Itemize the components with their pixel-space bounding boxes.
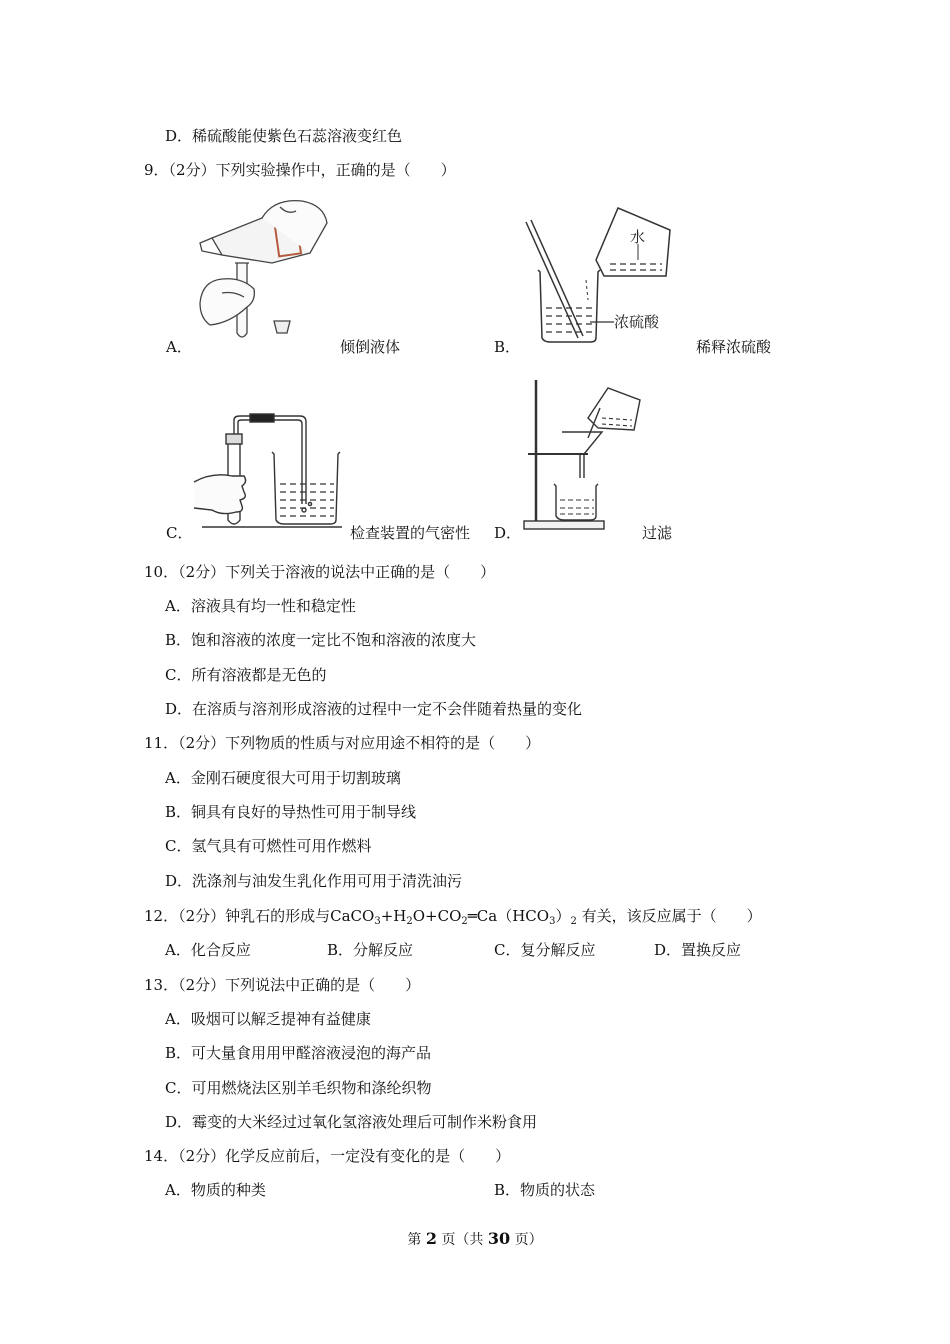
q9-option-c-caption: 检查装置的气密性	[350, 524, 471, 542]
q11-stem: 11．（2分）下列物质的性质与对应用途不相符的是（ ）	[144, 734, 541, 752]
q10-stem: 10．（2分）下列关于溶液的说法中正确的是（ ）	[144, 563, 496, 581]
q10-option-c: C．所有溶液都是无色的	[165, 666, 327, 684]
page-number: 2	[425, 1229, 437, 1248]
q8-option-d: D．稀硫酸能使紫色石蕊溶液变红色	[165, 127, 403, 145]
q13-stem: 13．（2分）下列说法中正确的是（ ）	[144, 976, 421, 994]
q9-option-d-caption: 过滤	[642, 524, 673, 542]
q9-option-d-letter: D．	[494, 524, 522, 542]
q12-option-b: B．分解反应	[327, 941, 414, 959]
page-footer: 第 2 页（共 30 页）	[407, 1229, 543, 1248]
q13-option-b: B．可大量食用用甲醛溶液浸泡的海产品	[165, 1044, 432, 1062]
q9-option-b-letter: B．	[494, 338, 521, 356]
fig-b-water-label: 水	[630, 228, 646, 246]
figure-airtightness-check	[192, 412, 352, 532]
figure-diluting-acid	[518, 200, 683, 350]
q14-option-a: A．物质的种类	[165, 1181, 266, 1199]
q10-option-a: A．溶液具有均一性和稳定性	[165, 597, 356, 615]
q10-option-b: B．饱和溶液的浓度一定比不饱和溶液的浓度大	[165, 631, 477, 649]
q10-option-d: D．在溶质与溶剂形成溶液的过程中一定不会伴随着热量的变化	[165, 700, 583, 718]
figure-pouring-liquid	[192, 193, 332, 343]
q12-option-a: A．化合反应	[165, 941, 251, 959]
q14-option-b: B．物质的状态	[494, 1181, 596, 1199]
q12-stem: 12．（2分）钟乳石的形成与$CaCO_3+H_2O+CO_2═Ca(HCO_3)_2$ 有关，该反应属于（ ）	[144, 907, 762, 927]
q14-stem: 14．（2分）化学反应前后，一定没有变化的是（ ）	[144, 1147, 511, 1165]
q11-option-d: D．洗涤剂与油发生乳化作用可用于清洗油污	[165, 872, 463, 890]
q9-option-b-caption: 稀释浓硫酸	[696, 338, 772, 356]
q13-option-c: C．可用燃烧法区别羊毛织物和涤纶织物	[165, 1079, 432, 1097]
q9-option-c-letter: C．	[166, 524, 193, 542]
figure-filtration	[518, 378, 648, 533]
q12-option-d: D．置换反应	[654, 941, 742, 959]
q11-option-b: B．铜具有良好的导热性可用于制导线	[165, 803, 417, 821]
q9-stem: 9．（2分）下列实验操作中，正确的是（ ）	[144, 161, 456, 179]
q13-option-d: D．霉变的大米经过过氧化氢溶液处理后可制作米粉食用	[165, 1113, 538, 1131]
q11-option-c: C．氢气具有可燃性可用作燃料	[165, 837, 372, 855]
fig-b-acid-label: 浓硫酸	[614, 313, 660, 331]
q12-option-c: C．复分解反应	[494, 941, 596, 959]
page-total: 30	[487, 1229, 511, 1248]
q11-option-a: A．金刚石硬度很大可用于切割玻璃	[165, 769, 401, 787]
q9-option-a-caption: 倾倒液体	[340, 338, 401, 356]
q9-option-a-letter: A．	[166, 338, 192, 356]
q13-option-a: A．吸烟可以解乏提神有益健康	[165, 1010, 371, 1028]
